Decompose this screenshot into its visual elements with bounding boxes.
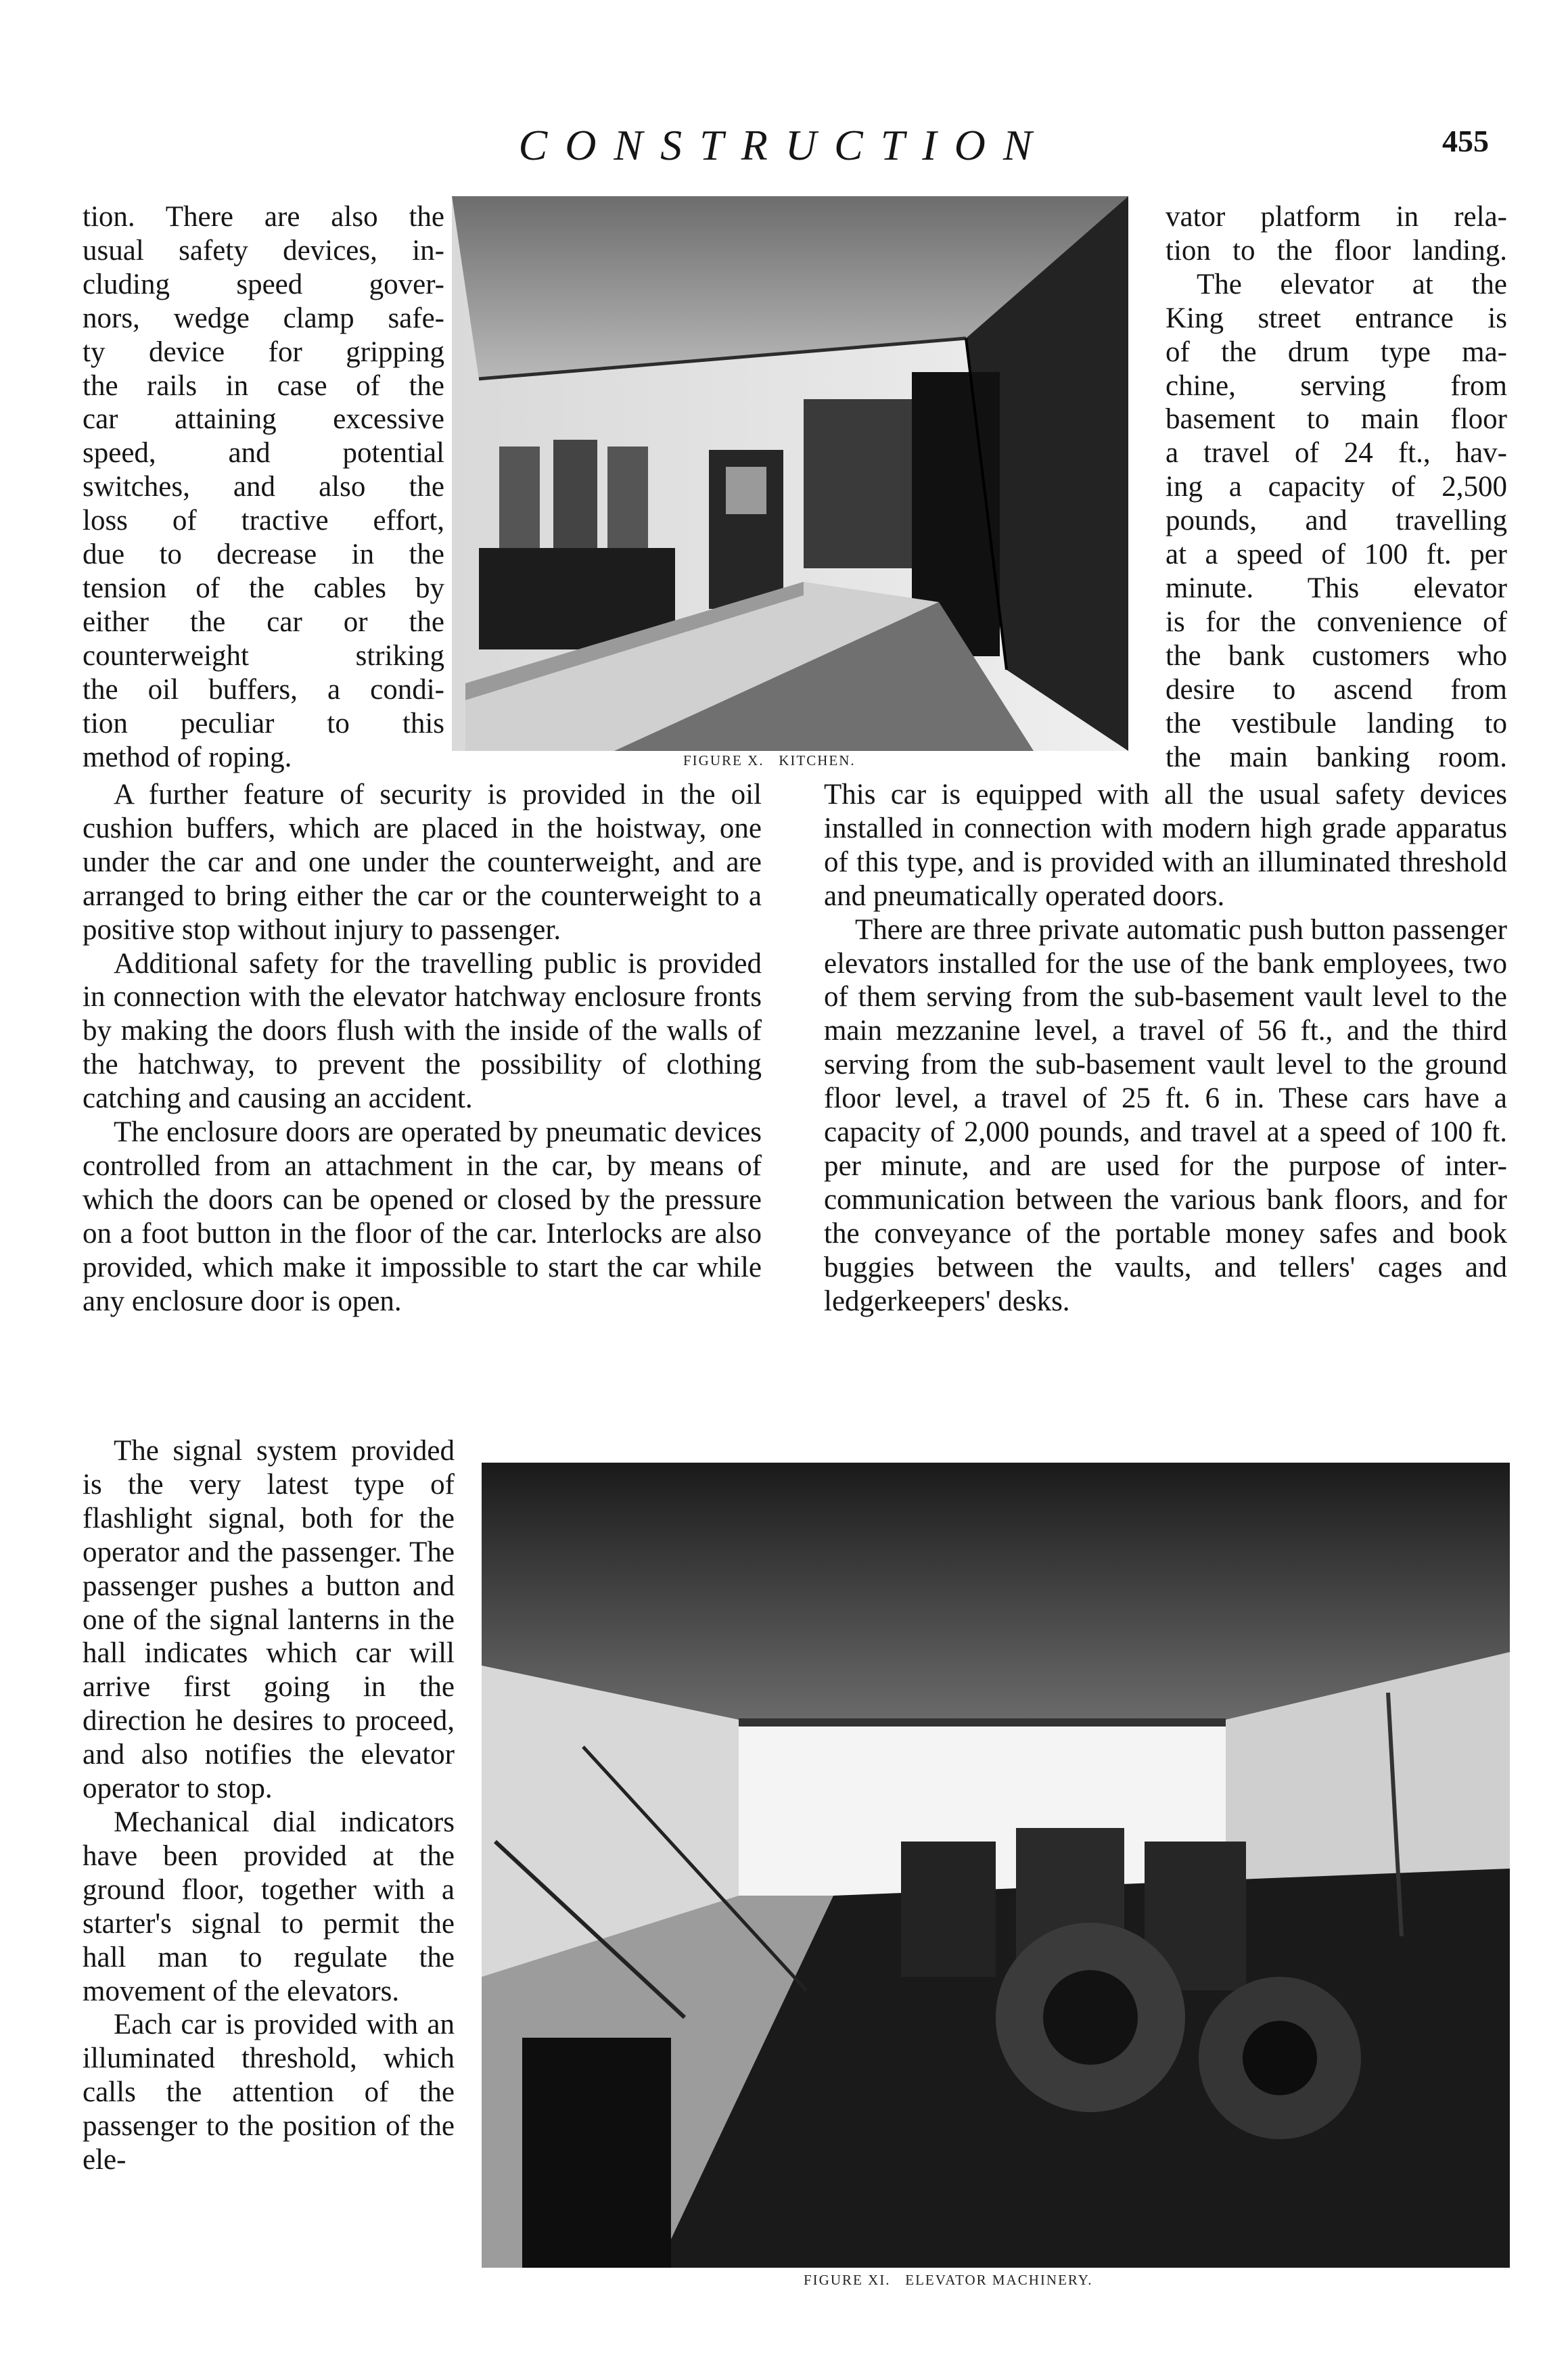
elevator-machinery-photo [482, 1463, 1510, 2268]
text-line: the vestibule landing to [1166, 707, 1507, 739]
paragraph: A further feature of security is provided in the oil cushion buffers, which are placed in the hoistway, one under the car and one under the counterweight, and are arranged to bring either the car or the counterweight to a positive stop without injury to passenger. [83, 779, 762, 946]
text-line: due to decrease in the [83, 539, 444, 571]
text-line: tion peculiar to this [83, 707, 444, 739]
text-line: is for the convenience of [1166, 605, 1507, 638]
text-line: tension of the cables by [83, 572, 444, 604]
text-line: method of roping. [83, 741, 292, 773]
text-line: the bank customers who [1166, 639, 1507, 672]
text-line: basement to main floor [1166, 403, 1507, 436]
machinery-caption [804, 2272, 1092, 2289]
text-line: King street entrance is [1166, 302, 1507, 334]
text-line: the oil buffers, a condi- [83, 673, 444, 706]
text-line: tion. There are also the [83, 201, 444, 233]
text-line: tion to the floor landing. [1166, 234, 1507, 267]
text-line: at a speed of 100 ft. per [1166, 539, 1507, 571]
text-line: the main banking room. [1166, 741, 1507, 773]
text-line: cluding speed gover- [83, 268, 444, 300]
text-line: chine, serving from [1166, 369, 1507, 402]
kitchen-caption [683, 752, 856, 769]
text-line: speed, and potential [83, 437, 444, 470]
text-line: ing a capacity of 2,500 [1166, 471, 1507, 503]
text-line: of the drum type ma- [1166, 336, 1507, 368]
text-line: either the car or the [83, 605, 444, 638]
paragraph: There are three private automatic push button passenger elevators installed for the use of the bank employees, two of them serving from the sub-basement vault level to the main mezzanine level, a travel of 56 ft., and the third serving from the sub-basement vault level to the ground floor level, a travel of 25 ft. 6 in. These cars have a capacity of 2,000 pounds, and travel at a speed of 100 ft. per minute, and are used for the purpose of inter-communication between the various bank floors, and for the conveyance of the portable money safes and book buggies between the vaults, and tellers' cages and ledgerkeepers' desks. [824, 913, 1507, 1317]
text-line: car attaining excessive [83, 403, 444, 436]
paragraph: Additional safety for the travelling public is provided in connection with the elevator hatchway enclosure fronts by making the doors flush with the inside of the walls of the hatchway, to prevent the possibility of clothing catching and causing an accident. [83, 947, 762, 1115]
right-top-column [1166, 200, 1507, 774]
left-top-column [83, 200, 444, 774]
paragraph: The enclosure doors are operated by pneumatic devices controlled from an attachment in the car, by means of which the doors can be opened or closed by the pressure on a foot button in the floor of the car. Interlocks are also provided, which make it impossible to start the car while any enclosure door is open. [83, 1116, 762, 1317]
text-line: counterweight striking [83, 639, 444, 672]
running-title: CONSTRUCTION [518, 121, 1050, 169]
text-line: usual safety devices, in- [83, 234, 444, 267]
left-mid-column [83, 778, 762, 1319]
text-line: desire to ascend from [1166, 673, 1507, 706]
text-line: vator platform in rela- [1166, 201, 1507, 233]
paragraph: This car is equipped with all the usual safety devices installed in connection with modern high grade apparatus of this type, and is provided with an illuminated threshold and pneumatically operated doors. [824, 779, 1507, 912]
right-mid-column [824, 778, 1507, 1319]
machinery-caption-label: FIGURE XI. [804, 2272, 891, 2288]
kitchen-caption-label: FIGURE X. [683, 752, 764, 769]
text-line: loss of tractive effort, [83, 505, 444, 537]
text-line: minute. This elevator [1166, 572, 1507, 604]
text-line: the rails in case of the [83, 369, 444, 402]
kitchen-caption-title: KITCHEN. [779, 752, 856, 769]
text-line: pounds, and travelling [1166, 505, 1507, 537]
text-line: a travel of 24 ft., hav- [1166, 437, 1507, 470]
machinery-caption-title: ELEVATOR MACHINERY. [905, 2272, 1093, 2288]
text-line: The elevator at the [1197, 268, 1507, 300]
paragraph: Each car is provided with an illuminated threshold, which calls the attention of the passenger to the position of the ele- [83, 2009, 455, 2176]
text-line: switches, and also the [83, 471, 444, 503]
text-line: nors, wedge clamp safe- [83, 302, 444, 334]
left-bottom-column [83, 1434, 455, 2177]
paragraph: The signal system provided is the very latest type of flashlight signal, both for the operator and the passenger. The passenger pushes a button and one of the signal lanterns in the hall indicates which car will arrive first going in the direction he desires to proceed, and also notifies the elevator operator to stop. [83, 1435, 455, 1805]
kitchen-photo [452, 196, 1128, 751]
paragraph: Mechanical dial indicators have been provided at the ground floor, together with a starter's signal to permit the hall man to regulate the movement of the elevators. [83, 1806, 455, 2007]
page-number: 455 [1442, 124, 1489, 158]
text-line: ty device for gripping [83, 336, 444, 368]
